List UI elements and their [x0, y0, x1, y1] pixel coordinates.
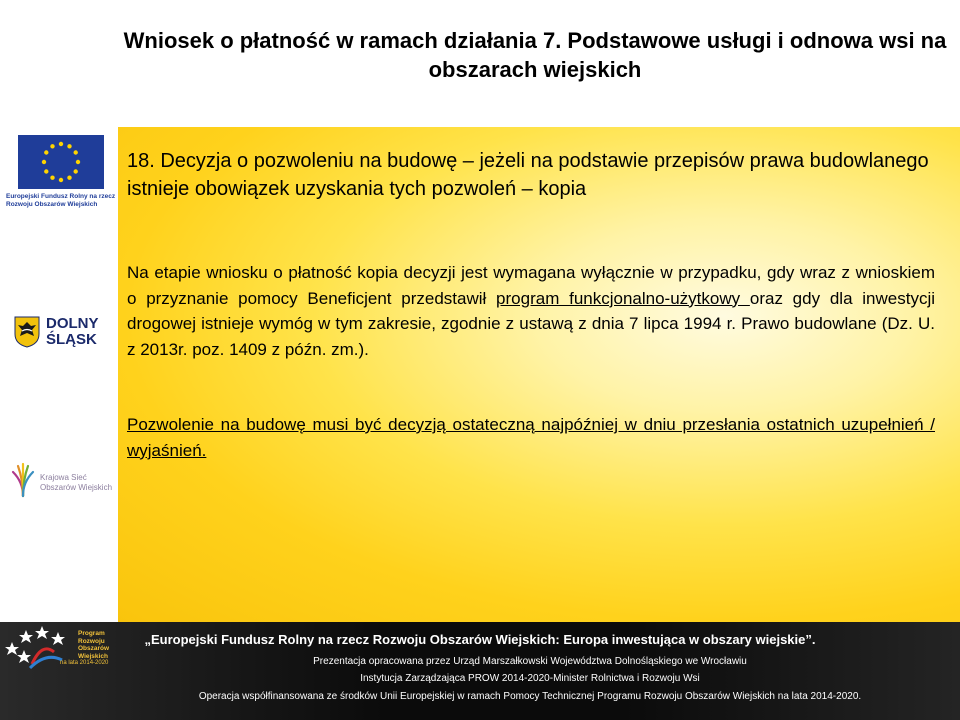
prow-line4: Wiejskich	[78, 652, 108, 660]
point-heading: 18. Decyzja o pozwoleniu na budowę – jeżeli na podstawie przepisów prawa budowlanego istnieje obowiązek uzyskania tych pozwoleń – kopia	[127, 150, 929, 200]
body-text-after-link: oraz gdy dla inwestycji drogowej istnieje wymóg w tym zakresie, zgodnie z ustawą z dnia 7 lipca 1994 r. Prawo budowlane (Dz. U. z 2013r. poz. 1409 z późn. zm.).	[127, 288, 936, 359]
footer-authority: Instytucja Zarządzająca PROW 2014-2020-Minister Rolnictwa i Rozwoju Wsi	[360, 673, 700, 684]
ksow-line2: Obszarów Wiejskich	[40, 483, 113, 492]
footer-cofinance: Operacja współfinansowana ze środków Unii Europejskiej w ramach Pomocy Technicznej Programu Rozwoju Obszarów Wiejskich na lata 2014-2020.	[198, 691, 862, 702]
footer-presentation: Prezentacja opracowana przez Urząd Marszałkowski Województwa Dolnośląskiego we Wrocławiu	[313, 656, 747, 667]
footer-motto: „Europejski Fundusz Rolny na rzecz Rozwoju Obszarów Wiejskich: Europa inwestująca w obszary wiejskie”.	[144, 632, 816, 647]
prow-line2: Rozwoju	[78, 637, 105, 645]
ksow-logo	[6, 460, 116, 504]
body-text-before-link: Na etapie wniosku o płatność kopia decyzji jest wymagana wyłącznie w przypadku, gdy wraz z wnioskiem o przyznanie pomocy Beneficjent przedstawił	[127, 263, 935, 308]
eu-logo	[6, 135, 116, 215]
dolny-slask-line1: DOLNY	[46, 315, 99, 332]
slide-title: Wniosek o płatność w ramach działania 7. Podstawowe usługi i odnowa wsi na obszarach wiejskich	[123, 28, 947, 82]
ksow-sprout-icon	[6, 460, 40, 500]
ksow-wordmark	[40, 473, 112, 493]
body-paragraph	[127, 260, 935, 362]
dolny-slask-wordmark	[46, 316, 99, 348]
dolny-slask-logo	[12, 312, 112, 356]
dolny-slask-line2: ŚLĄSK	[46, 331, 97, 348]
eu-caption: Europejski Fundusz Rolny na rzecz Rozwoju Obszarów Wiejskich	[6, 193, 116, 208]
prow-years: na lata 2014-2020	[60, 660, 109, 666]
ksow-line1: Krajowa Sieć	[40, 473, 87, 482]
eu-flag-icon	[18, 135, 104, 189]
conclusion-paragraph: Pozwolenie na budowę musi być decyzją ostateczną najpóźniej w dniu przesłania ostatnich uzupełnień / wyjaśnień.	[127, 415, 935, 460]
program-link[interactable]: program funkcjonalno-użytkowy	[496, 288, 750, 308]
prow-line3: Obszarów	[78, 645, 110, 652]
dolny-slask-eagle-icon	[14, 316, 40, 348]
prow-line1: Program	[78, 630, 105, 637]
